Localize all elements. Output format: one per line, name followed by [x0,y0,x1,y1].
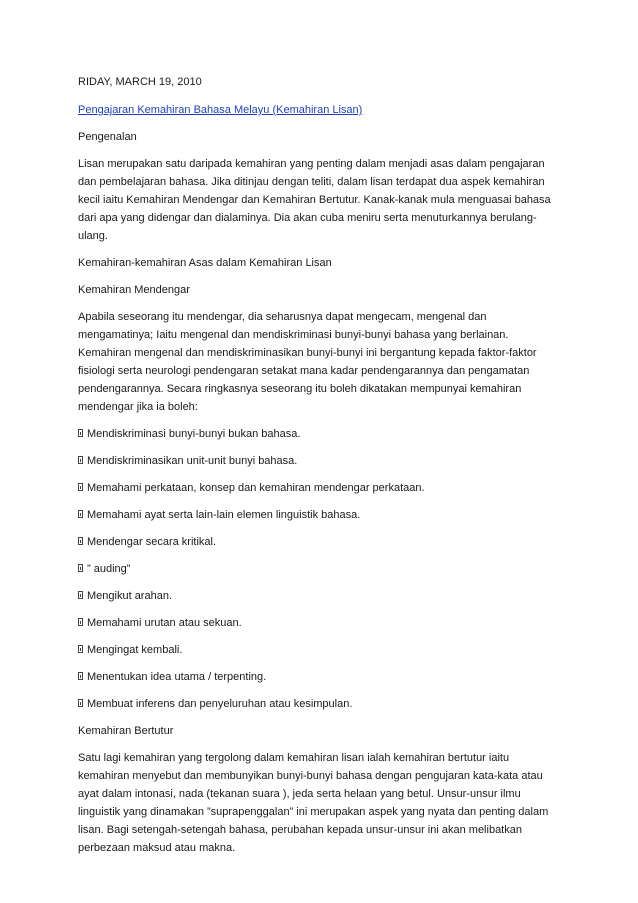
missing-glyph-icon [78,537,83,545]
post-title-link[interactable]: Pengajaran Kemahiran Bahasa Melayu (Kemahiran Lisan) [78,104,363,116]
list-item [78,614,588,632]
list-item [78,560,588,578]
list-item-text: ” auding” [87,563,131,575]
list-item [78,506,588,524]
missing-glyph-icon [78,564,83,572]
list-item-text: Mengingat kembali. [87,644,183,656]
missing-glyph-icon [78,510,83,518]
heading-listening: Kemahiran Mendengar [78,284,190,296]
heading-speaking: Kemahiran Bertutur [78,725,174,737]
missing-glyph-icon [78,456,83,464]
heading-intro: Pengenalan [78,131,137,143]
list-item-text: Membuat inferens dan penyeluruhan atau kesimpulan. [87,698,353,710]
list-item [78,587,588,605]
list-item [78,533,588,551]
heading-basic-skills: Kemahiran-kemahiran Asas dalam Kemahiran Lisan [78,257,332,269]
list-item-text: Memahami ayat serta lain-lain elemen linguistik bahasa. [87,509,361,521]
missing-glyph-icon [78,429,83,437]
missing-glyph-icon [78,645,83,653]
missing-glyph-icon [78,483,83,491]
list-item [78,668,588,686]
list-item-text: Memahami perkataan, konsep dan kemahiran mendengar perkataan. [87,482,425,494]
intro-paragraph: Lisan merupakan satu daripada kemahiran yang penting dalam menjadi asas dalam pengajaran dan pembelajaran bahasa. Jika ditinjau dengan teliti, dalam lisan terdapat dua aspek kemahiran kecil iaitu Kemahiran Mendengar dan Kemahiran Bertutur. Kanak-kanak mula menguasai bahasa dari apa yang didengar dan dialaminya. Dia akan cuba meniru serta menuturkannya berulang-ulang. [78,158,551,242]
missing-glyph-icon [78,699,83,707]
list-item [78,452,588,470]
list-item-text: Mendengar secara kritikal. [87,536,217,548]
list-item [78,695,588,713]
list-item [78,479,588,497]
speaking-paragraph: Satu lagi kemahiran yang tergolong dalam kemahiran lisan ialah kemahiran bertutur iaitu kemahiran menyebut dan membunyikan bunyi-bunyi bahasa dengan pengujaran kata-kata atau ayat dalam intonasi, nada (tekanan suara ), jeda serta helaan yang betul. Unsur-unsur ilmu linguistik yang dinamakan ”suprapenggalan” ini merupakan aspek yang nyata dan penting dalam lisan. Bagi setengah-setengah bahasa, perubahan kepada unsur-unsur ini akan melibatkan perbezaan maksud atau makna. [78,752,549,854]
list-item-text: Memahami urutan atau sekuan. [87,617,242,629]
list-item-text: Mendiskriminasikan unit-unit bunyi bahasa. [87,455,298,467]
missing-glyph-icon [78,672,83,680]
missing-glyph-icon [78,591,83,599]
post-date: RIDAY, MARCH 19, 2010 [78,76,202,88]
list-item [78,425,588,443]
list-item-text: Mengikut arahan. [87,590,172,602]
list-item [78,641,588,659]
listening-paragraph: Apabila seseorang itu mendengar, dia seharusnya dapat mengecam, mengenal dan mengamatinya; Iaitu mengenal dan mendiskriminasi bunyi-bunyi bahasa yang berlainan. Kemahiran mengenal dan mendiskriminasikan bunyi-bunyi ini bergantung kepada faktor-faktor fisiologi serta neurologi pendengaran setakat mana kadar pendengarannya dan pengamatan pendengarannya. Secara ringkasnya seseorang itu boleh dikatakan mempunyai kemahiran mendengar jika ia boleh: [78,311,537,413]
missing-glyph-icon [78,618,83,626]
list-item-text: Menentukan idea utama / terpenting. [87,671,267,683]
list-item-text: Mendiskriminasi bunyi-bunyi bukan bahasa. [87,428,301,440]
